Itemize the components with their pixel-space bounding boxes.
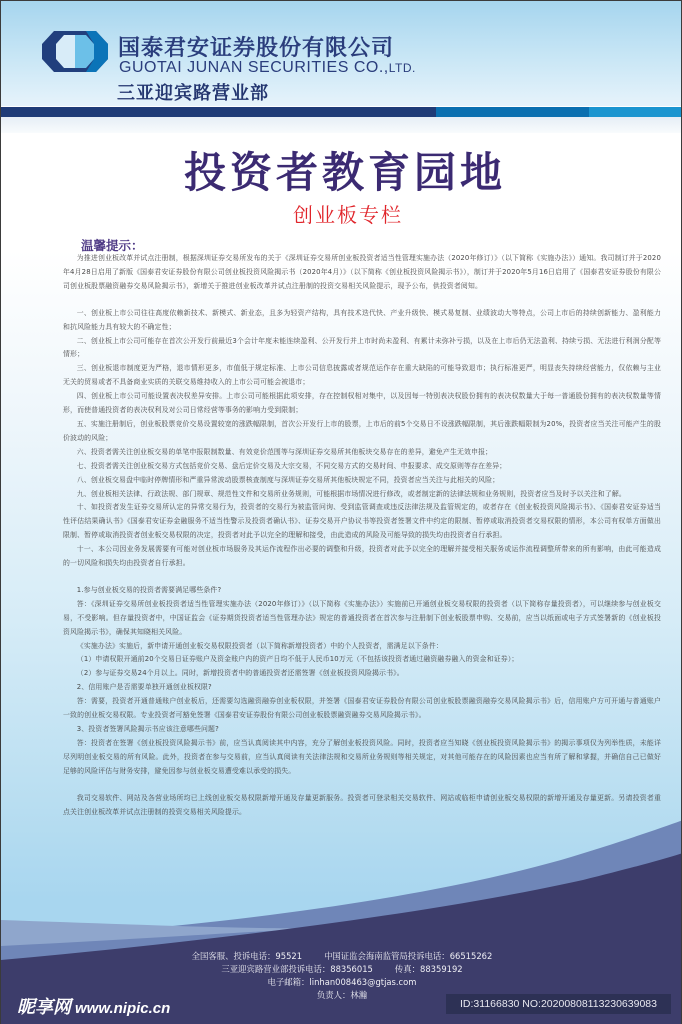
fax-number: 88359192 [420, 964, 463, 974]
header-stripe [1, 107, 682, 117]
article-body [63, 252, 661, 819]
footer-line-3 [1, 976, 682, 989]
faq-answer-1c: （1）申请权限开通前20个交易日证券账户及资金账户内的资产日均不低于人民币10万元（不包括该投资者通过融资融券融入的资金和证券）； [76, 655, 519, 664]
faq-question-1: 1.参与创业板交易的投资者需要满足哪些条件? [76, 585, 222, 594]
watermark-brand [17, 993, 170, 1019]
email-label: 电子邮箱： [267, 977, 310, 987]
hotline-number: 95521 [275, 951, 303, 961]
faq-question-3: 3、投资者签署风险揭示书应该注意哪些问题? [76, 725, 219, 733]
faq-answer-2: 答：需要，投资者开通普通账户创业板后，还需要勾选融资融券创业板权限，并签署《国泰君安证券股份有限公司创业板股票融资融券交易风险揭示书》后，信用账户方可开通与普通账户一致的创业板交易权限。专业投资者可豁免签署《国泰君安证券股份有限公司创业板股票融资融券交易风险揭示书》。 [63, 697, 661, 720]
branch-complaint-label: 三亚迎宾路营业部投诉电话： [221, 964, 331, 974]
footer-line-1 [1, 950, 682, 963]
email-address[interactable]: linhan008463@gtjas.com [309, 977, 417, 987]
risk-item-3: 三、创业板退市制度更为严格，退市情形更多，市值低于规定标准、上市公司信息披露或者规范运作存在重大缺陷的可能导致退市；执行标准更严，明显丧失持续经营能力，仅依赖与主业无关的贸易或者不具备商业实质的关联交易维持收入的上市公司可能会被退市； [63, 364, 661, 387]
watermark-url[interactable]: www.nipic.cn [75, 1000, 171, 1017]
header-stripe-shadow [1, 117, 682, 133]
risk-item-5: 五、实施注册制后，创业板股票竞价交易设置较宽的涨跌幅限制，首次公开发行上市的股票，上市后的前5个交易日不设涨跌幅限制，其后涨跌幅限制为20%，投资者应当关注可能产生的股价波动的风险； [63, 419, 661, 442]
watermark-brand-name: 昵享网 [17, 997, 71, 1018]
watermark-id-badge: ID:31166830 NO:20200808113230639083 [446, 994, 671, 1014]
closing-paragraph: 我司交易软件、网站及各营业场所均已上线创业板交易权限新增开通及存量更新服务。投资者可登录相关交易软件、网站或临柜申请创业板交易权限的新增开通及存量更新。另请投资者重点关注创业板改革并试点注册制的投资交易相关风险提示。 [63, 793, 661, 816]
manager-name: 林瀚 [350, 990, 368, 1000]
spacer [63, 779, 661, 792]
intro-paragraph: 为推进创业板改革并试点注册制，根据深圳证券交易所发布的关于《深圳证券交易所创业板投资者适当性管理实施办法（2020年修订）》（以下简称《实施办法》）通知。我司制订并于2020年4月28日启用了新版《国泰君安证券股份有限公司创业板投资风险揭示书（2020年4月）》（以下简称《创业板投资风险揭示书》），制订并于2020年5月16日启用了《国泰君安证券股份有限公司创业板股票融资融券交易风险揭示书》，新增关于推进创业板改革并试点注册制的投资交易相关风险提示，现予公布，供投资者阅知。 [63, 254, 661, 290]
guotai-junan-logo-icon [42, 31, 108, 72]
company-name-en-suffix: LTD. [388, 61, 416, 75]
faq-answer-1d: （2）参与证券交易24个月以上。同时，新增投资者中的普通投资者还需签署《创业板投资风险揭示书》。 [76, 669, 404, 678]
manager-label: 负责人： [316, 990, 351, 1000]
risk-item-11: 十一、本公司因业务发展需要有可能对创业板市场服务及其运作流程作出必要的调整和升级，投资者对此予以完全的理解并接受相关服务或运作流程调整所带来的所有影响，由此可能造成的一切风险和损失均由投资者自行承担。 [63, 545, 661, 568]
faq-answer-1a: 答：《深圳证券交易所创业板投资者适当性管理实施办法（2020年修订）》（以下简称《实施办法》）实施前已开通创业板交易权限的投资者（以下简称存量投资者），可以继续参与创业板交易，不受影响。但存量投资者中，中国证监会《证券期货投资者适当性管理办法》规定的普通投资者在首次参与注册制下创业板股票申购、交易前，应当以纸面或电子方式签署新的《创业板投资风险揭示书》，确保其知晓相关风险。 [63, 599, 661, 636]
footer-line-2 [1, 963, 682, 976]
risk-item-6: 六、投资者需关注创业板交易的单笔申报限制数量、有效竞价范围等与深圳证券交易所其他板块交易存在的差异，避免产生无效申报； [76, 447, 493, 456]
risk-item-7: 七、投资者需关注创业板交易方式包括竞价交易、盘后定价交易及大宗交易，不同交易方式的交易时间、申报要求、成交原则等存在差异； [76, 461, 507, 470]
risk-item-2: 二、创业板上市公司可能存在首次公开发行前最近3个会计年度未能连续盈利、公开发行并上市时尚未盈利、有累计未弥补亏损，以及在上市后仍无法盈利、持续亏损、无法进行利润分配等情形； [63, 336, 661, 359]
company-name-en-main: GUOTAI JUNAN SECURITIES CO., [119, 59, 389, 76]
faq-question-2: 2、信用账户是否需要单独开通创业板权限? [76, 683, 212, 692]
page-title: 投资者教育园地 [183, 148, 506, 197]
csrc-phone: 66515262 [449, 951, 493, 961]
risk-item-4: 四、创业板上市公司可能设置表决权差异安排。上市公司可能根据此项安排，存在控制权相对集中，以及因每一特别表决权股份拥有的表决权数量大于每一普通股份拥有的表决权数量等情形，而使普通投资者的表决权利及对公司日常经营等事务的影响力受到限制； [63, 392, 661, 415]
hotline-label: 全国客服、投诉电话： [191, 951, 276, 961]
risk-item-9: 九、创业板相关法律、行政法规、部门规章、规范性文件和交易所业务规则，可能根据市场情况进行修改，或者制定新的法律法规和业务规则，投资者应当及时予以关注和了解。 [76, 489, 626, 498]
company-name-en [119, 59, 416, 77]
company-name-cn: 国泰君安证券股份有限公司 [118, 36, 395, 61]
fax-label: 传真： [394, 964, 420, 974]
page-subtitle: 创业板专栏 [293, 203, 403, 227]
faq-answer-3: 答：投资者在签署《创业板投资风险揭示书》前，应当认真阅读其中内容，充分了解创业板投资风险。同时，投资者应当知晓《创业板投资风险揭示书》的揭示事项仅为列举性质，未能详尽列明创业板交易的所有风险。此外，投资者在参与交易前，应当认真阅读有关法律法规和交易所业务规则等相关规定，对其他可能存在的风险因素也应当有所了解和掌握，并确信自己已做好足够的风险评估与财务安排，避免因参与创业板交易遭受难以承受的损失。 [63, 738, 661, 775]
risk-item-10: 十、如投资者发生证券交易所认定的异常交易行为，投资者的交易行为被监管问询、受到监管调查或违反法律法规及监管规定的，或者存在《创业板投资风险揭示书》、《国泰君安证券适当性评估结果确认书》《国泰君安证券金融服务不适当性警示及投资者确认书》、证券交易开户协议书等投资者签署文件中约定的限制、暂停或取消投资者交易权限的情形，本公司有权单方面做出限制、暂停或取消投资者创业板交易权限的决定，投资者对此予以完全的理解和接受，由此造成的风险及可能导致的损失均由投资者自行承担。 [63, 503, 661, 540]
csrc-label: 中国证监会海南监管局投诉电话： [324, 951, 450, 961]
faq-answer-1b: 《实施办法》实施后，新申请开通创业板交易权限投资者（以下简称新增投资者）中的个人投资者，需满足以下条件： [76, 641, 443, 650]
header-banner [1, 0, 682, 106]
tips-heading: 温馨提示： [81, 238, 144, 253]
spacer [63, 294, 661, 307]
spacer [63, 571, 661, 584]
branch-complaint-phone: 88356015 [330, 964, 373, 974]
risk-item-1: 一、创业板上市公司往往高度依赖新技术、新模式、新业态，且多为轻资产结构，具有技术迭代快、产业升级快、模式易复制、业绩波动大等特点，公司上市后的持续创新能力、盈利能力和抗风险能力具有较大的不确定性； [63, 308, 661, 331]
risk-item-8: 八、创业板交易盘中临时停牌情形和严重异常波动股票核查制度与深圳证券交易所其他板块规定不同，投资者应当关注与此相关的风险； [76, 475, 500, 484]
branch-name: 三亚迎宾路营业部 [117, 83, 269, 104]
